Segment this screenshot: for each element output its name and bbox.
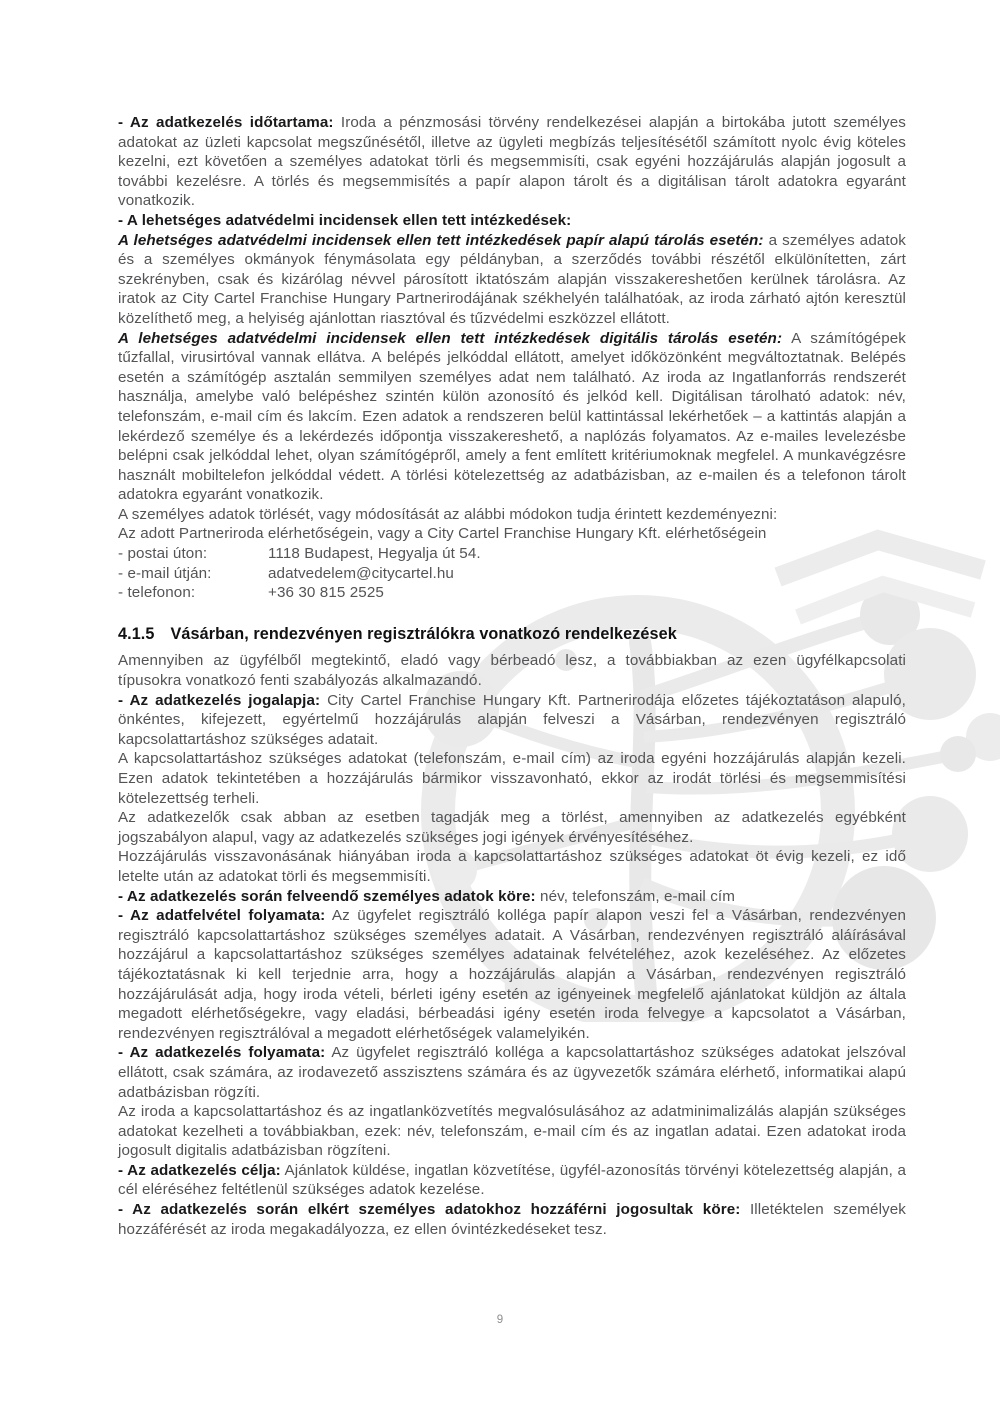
para-adatkezeles-idotartama <box>118 113 906 211</box>
contact-label: - postai úton: <box>118 545 208 563</box>
para-adatkezeles-folyamata <box>118 1043 906 1102</box>
section-number: 4.1.5 <box>118 624 155 643</box>
para-lead: - Az adatkezelés során felveendő személyes adatok köre: <box>118 887 536 905</box>
para-amennyiben: Amennyiben az ügyfélből megtekintő, eladó vagy bérbeadó lesz, a továbbiakban az ezen ügyfélkapcsolati típusokra vonatkozó fenti szabályozás alkalmazandó. <box>118 652 906 690</box>
para-hozzaferni-jogosultak <box>118 1200 906 1239</box>
contact-value: 1118 Budapest, Hegyalja út 54. <box>268 545 481 563</box>
para-elerhetosegek-intro: Az adott Partneriroda elérhetőségein, vagy a City Cartel Franchise Hungary Kft. elérhetőségein <box>118 525 767 543</box>
para-text: Illetéktelen személyek hozzáférését az iroda megakadályozza, ez ellen óvintézkedéseket tesz. <box>118 1201 906 1238</box>
para-lead: - Az adatkezelés célja: <box>118 1161 281 1179</box>
para-digitalis-tarolas <box>118 329 906 505</box>
contact-label: - telefonon: <box>118 584 196 602</box>
para-adatok-kore <box>118 887 906 907</box>
contact-value: +36 30 815 2525 <box>268 584 384 602</box>
section-title: Vásárban, rendezvényen regisztrálókra vonatkozó rendelkezések <box>170 624 677 643</box>
para-lead: - Az adatkezelés időtartama: <box>118 114 334 131</box>
contact-row-email <box>118 564 906 584</box>
para-lead: - Az adatkezelés során elkért személyes adatokhoz hozzáférni jogosultak köre: <box>118 1201 741 1219</box>
contact-row-phone <box>118 583 906 603</box>
para-lead: A lehetséges adatvédelmi incidensek ellen tett intézkedések papír alapú tárolás esetén: <box>118 231 764 249</box>
contact-value: adatvedelem@citycartel.hu <box>268 564 454 582</box>
para-text: a személyes adatok és a személyes okmányok fénymásolata egy példányban, a szerződés további részétől elkülönítetten, zárt szekrényben, csak és kizárólag névvel párosított iktatószám alapján visszakereshetően kerülnek tárolásra. Az iratok az City Cartel Franchise Hungary Partnerirodájának székhelyén találhatóak, az iroda zárható ajtón keresztül közelíthető meg, a helyiség ajánlottan riasztóval és tűzvédelmi eszközzel ellátott. <box>118 231 906 327</box>
para-adatfelvetel-folyamata <box>118 906 906 1043</box>
para-adatminimalizalas: Az iroda a kapcsolattartáshoz és az ingatlanközvetítés megvalósulásához az adatminimalizálás alapján szükséges adatokat kezelheti a továbbiakban, ezek: név, telefonszám, e-mail cím és az ingatlan adatai. Ezen adatokat iroda jogosult digitalis adatbázisban rögzíteni. <box>118 1103 906 1160</box>
para-text: Iroda a pénzmosási törvény rendelkezései alapján a birtokába jutott személyes adatokat az üzleti kapcsolat megszűnésétől, illetve az ügyleti megbízás teljesítésétől számított nyolc évig köteles kezelni, ezt követően a személyes adatokat törli és megsemmisíti, csak egyéni hozzájárulás alapján jogosult a további kezelésre. A törlés és megsemmisítés a papír alapon tárolt és a digitálisan tárolt adatokra egyaránt vonatkozik. <box>118 114 906 210</box>
para-visszavonas-hianya: Hozzájárulás visszavonásának hiányában iroda a kapcsolattartáshoz szükséges adatokat öt évig kezeli, ez idő letelte után az adatokat törli és megsemmisíti. <box>118 848 906 885</box>
para-incidensek-cim: - A lehetséges adatvédelmi incidensek ellen tett intézkedések: <box>118 211 572 229</box>
page-number: 9 <box>496 1314 504 1326</box>
para-kapcsolattartas: A kapcsolattartáshoz szükséges adatokat (telefonszám, e-mail cím) az iroda egyéni hozzájárulás alapján kezeli. Ezen adatok tekintetében a hozzájárulás bármikor visszavonható, ekkor az irodát törlési és megsemmisítési kötelezettség terheli. <box>118 750 906 807</box>
para-torles-modositas: A személyes adatok törlését, vagy módosítását az alábbi módokon tudja érintett kezdeményezni: <box>118 505 778 523</box>
para-text: Az ügyfelet regisztráló kolléga a kapcsolattartáshoz szükséges adatokat jelszóval ellátott, csak számára, az irodavezető asszisztens számára és az ügyvezetők számára elérhető, informatikai alapú adatbázisban rögzíti. <box>118 1044 906 1101</box>
para-adatkezeles-celja <box>118 1161 906 1200</box>
para-papir-tarolas <box>118 231 906 329</box>
para-lead: - Az adatkezelés folyamata: <box>118 1044 326 1062</box>
document-content <box>118 113 906 1239</box>
para-text: A számítógépek tűzfallal, virusirtóval vannak ellátva. A belépés jelkóddal ellátott, amelyet időközönként megváltoztatnak. Belépés esetén a számítógép asztalán semmilyen személyes adat nem található. Az iroda az Ingatlanforrás rendszerét használja, amelybe való belépéshez szintén külön azonosító és jelkód kell. Digitálisan tárolható adatok: név, telefonszám, e-mail cím és lakcím. Ezen adatok a rendszeren belül kattintással lekérhetőek – a kattintás alapján a lekérdező személye és a lekérdezés időpontja visszakereshető, a naplózás folyamatos. Az e-mailes levelezésbe belépni csak jelkóddal lehet, olyan számítógépről, amely a fent említett kritériumoknak megfelel. A munkavégzésre használt mobiltelefon jelkóddal védett. A törlési kötelezettség az adatbázisban, az e-mailen és a telefonon tárolt adatokra egyaránt vonatkozik. <box>118 329 907 504</box>
para-text: név, telefonszám, e-mail cím <box>535 887 735 905</box>
para-lead: A lehetséges adatvédelmi incidensek ellen tett intézkedések digitális tárolás esetén: <box>118 329 783 347</box>
para-lead: - Az adatfelvétel folyamata: <box>118 907 326 925</box>
para-text: Ajánlatok küldése, ingatlan közvetítése, ügyfél-azonosítás törvényi kötelezettség alapján, a cél eléréséhez feltétlenül szükséges adatok kezelése. <box>118 1161 906 1199</box>
para-jogalapja <box>118 691 906 750</box>
contact-row-postal <box>118 544 906 564</box>
para-text: City Cartel Franchise Hungary Kft. Partnerirodája előzetes tájékoztatáson alapuló, önkéntes, kifejezett, egyértelmű hozzájárulás alapján felveszi a Vásárban, rendezvényen regisztráló kapcsolattartáshoz szükséges adatait. <box>118 691 906 748</box>
section-heading-4-1-5 <box>118 625 906 645</box>
para-torles-tagadasa: Az adatkezelők csak abban az esetben tagadják meg a törlést, amennyiben az adatkezelés egyébként jogszabályon alapul, vagy az adatkezelés szükséges jogi igények érvényesítéséhez. <box>118 809 906 846</box>
para-lead: - Az adatkezelés jogalapja: <box>118 691 321 709</box>
para-text: Az ügyfelet regisztráló kolléga papír alapon veszi fel a Vásárban, rendezvényen regisztráló kapcsolattartáshoz szükséges személyes adatait. A Vásárban, rendezvényen regisztráló aláírásával hozzájárul a kapcsolattartáshoz szükséges személyes adatainak felvételéhez, azok kezeléséhez. Az előzetes tájékoztatásnak ki kell terjednie arra, hogy a hozzájárulás alapján a Vásárban, rendezvényen regisztráló hozzájárulását adja, hogy iroda vételi, bérleti igény esetén az igényeinek megfelelő ajánlatokat küldjön az általa megadott elérhetőségekre, vagy eladási, bérbeadási igény esetén iroda felvegye a kapcsolatot a Vásárban, rendezvényen regisztrálóval a megadott elérhetőségek valamelyikén. <box>118 907 906 1042</box>
contact-label: - e-mail útján: <box>118 564 212 582</box>
